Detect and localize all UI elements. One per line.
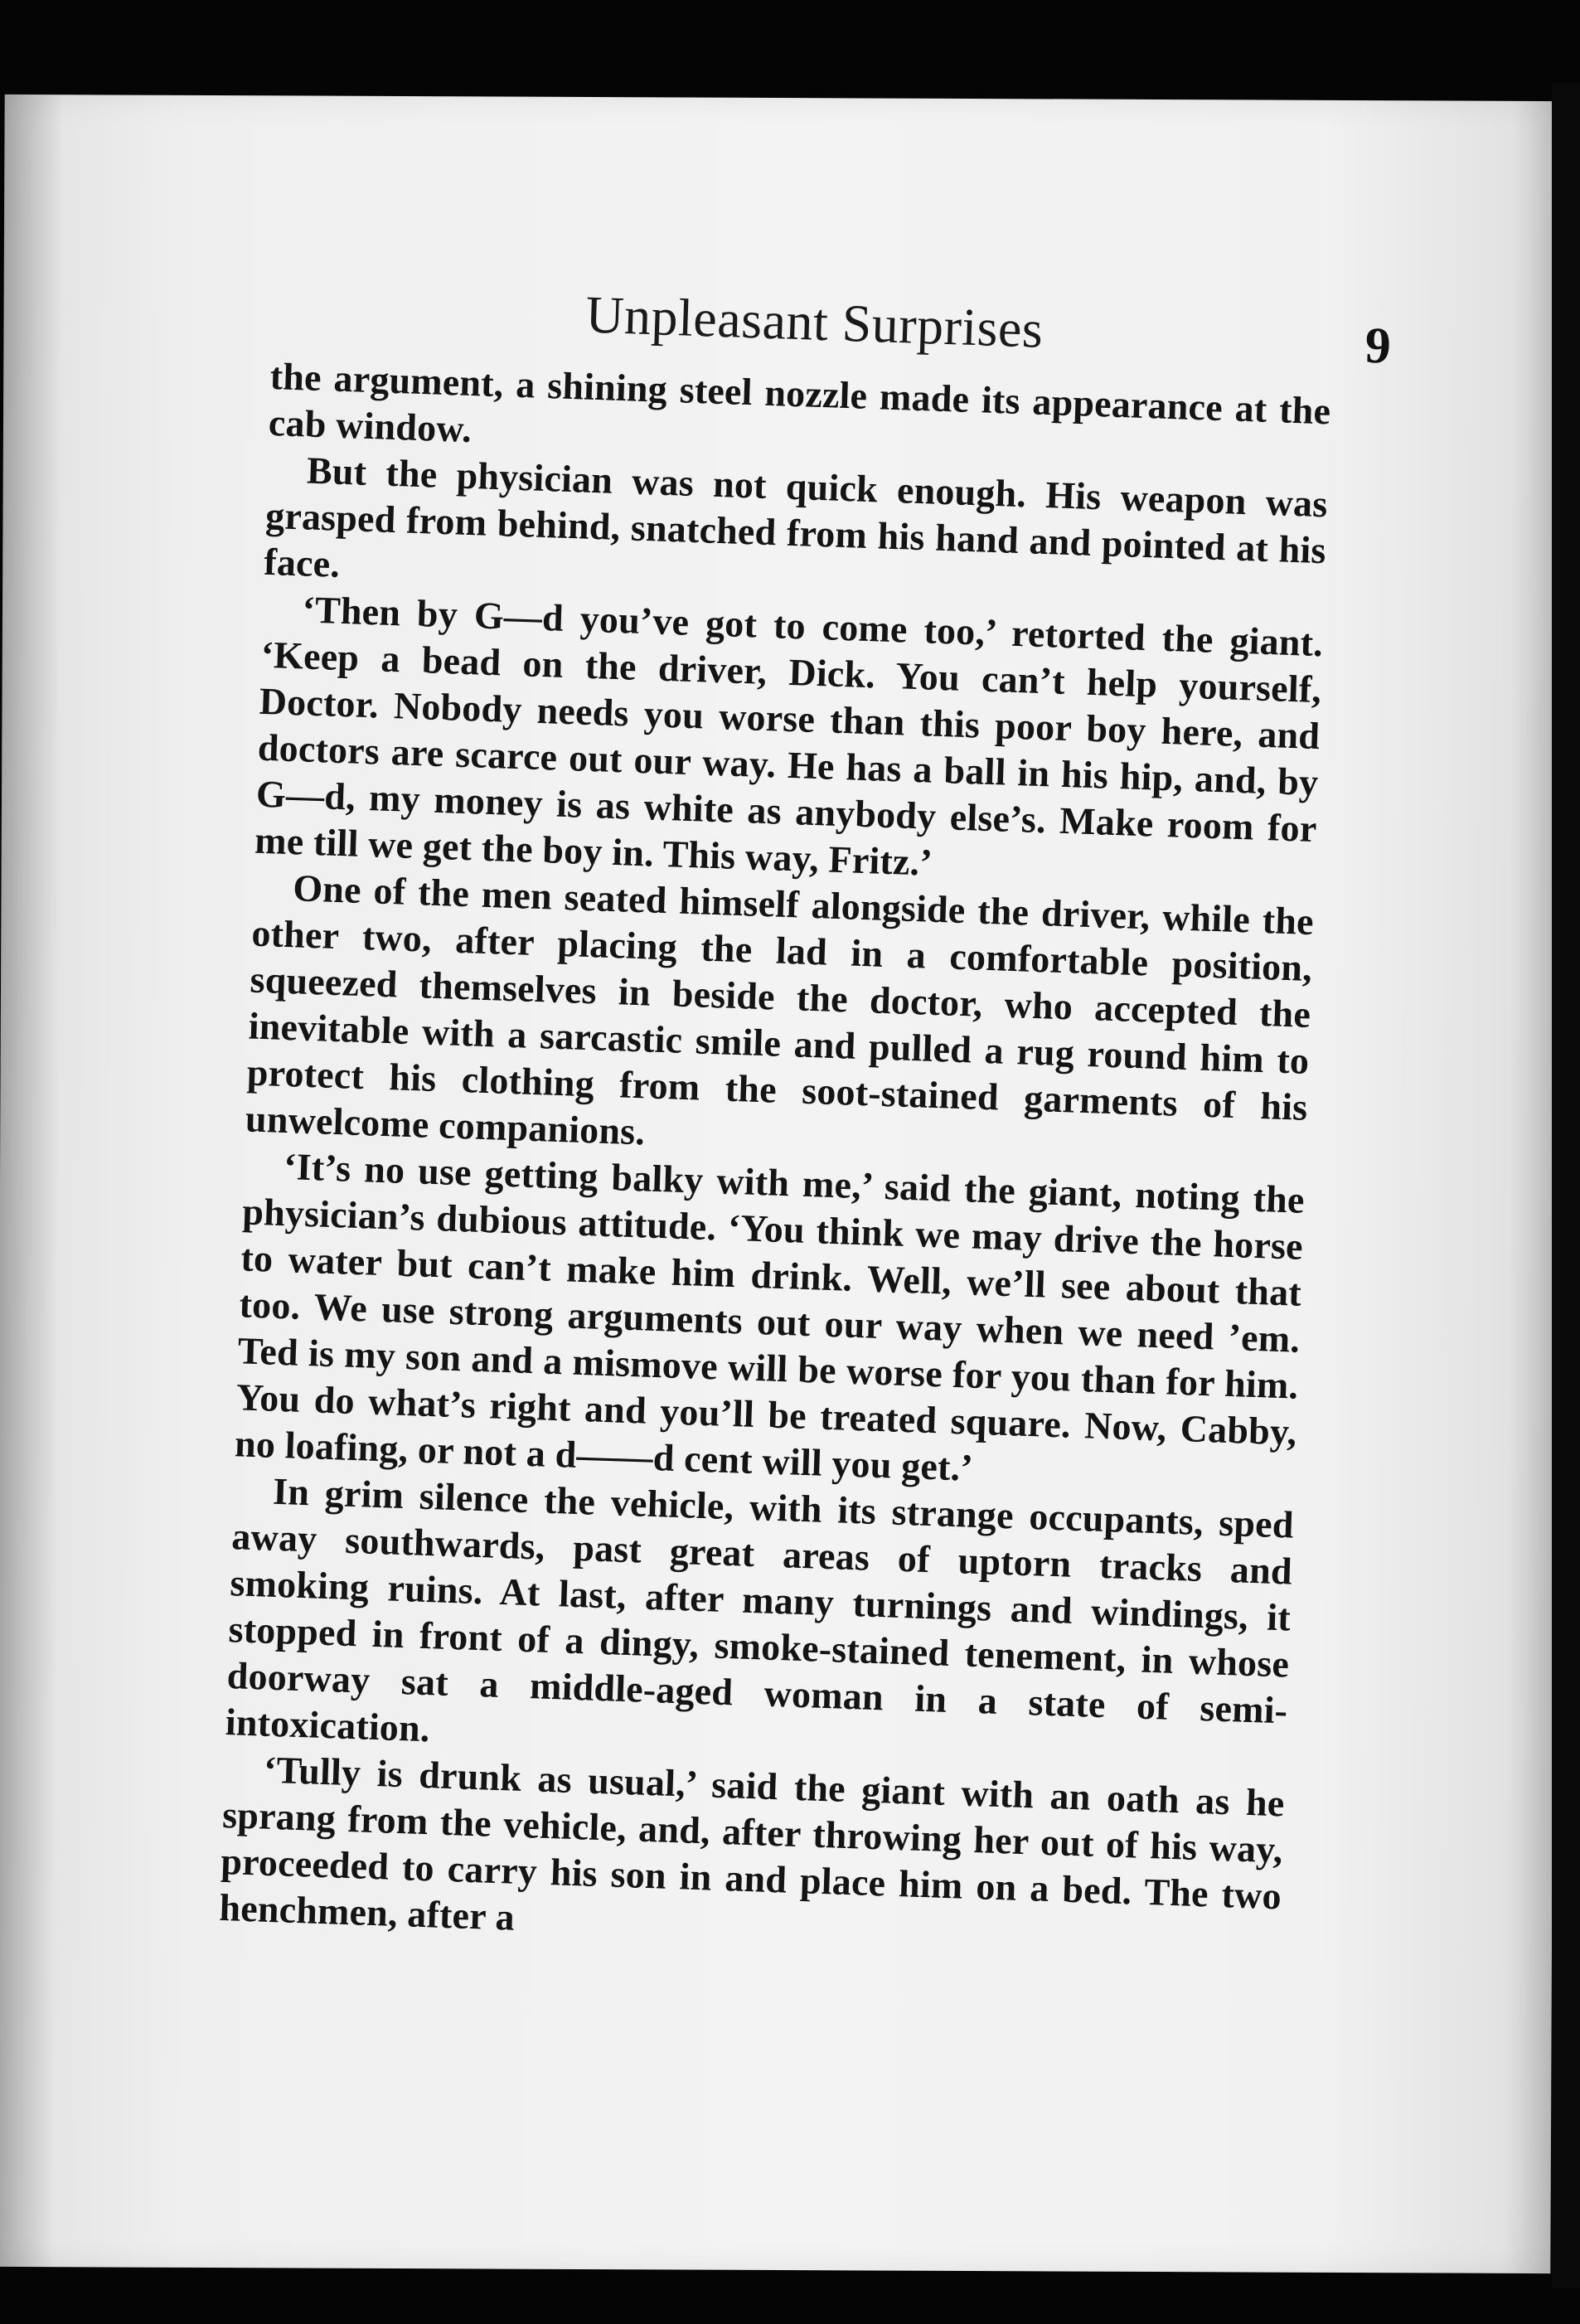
paragraph: ‘Tully is drunk as usual,’ said the giant with an oath as he sprang from the vehicle, and, after throwing her out of his way, proceeded to carry his son in and place him on a bed. The two henchmen, after a	[218, 1748, 1286, 1938]
running-title: Unpleasant Surprises	[584, 284, 1044, 359]
page-number: 9	[1364, 317, 1392, 375]
paragraph: ‘It’s no use getting balky with me,’ said the giant, noting the physician’s dubious attitude. ‘You think we may drive the horse to water but can’t make him drink. Well, we’ll see about that too. We use strong arguments out our way when we need ’em. Ted is my son and a mismove will be worse for you than for him. You do what’s right and you’ll be treated square. Now, Cabby, no loafing, or not a d——d cent will you get.’	[234, 1145, 1306, 1489]
paragraph: ‘Then by G—d you’ve got to come too,’ retorted the giant. ‘Keep a bead on the driver, Dick. You can’t help yourself, Doctor. Nobody needs you worse than this poor boy here, and doctors are scarce out our way. He has a ball in his hip, and, by G—d, my money is as white as anybody else’s. Make room for me till we get the boy in. This way, Fritz.’	[254, 588, 1324, 884]
scan-border	[1552, 83, 1580, 2288]
paragraph: But the physician was not quick enough. His weapon was grasped from behind, snatched from his hand and pointed at his face.	[263, 449, 1329, 585]
paragraph: One of the men seated himself alongside the driver, while the other two, after placing the lad in a comfortable position, squeezed themselves in beside the doctor, who accepted the inevitable with a sarcastic smile and pulled a rug round him to protect his clothing from the soot-stained garments of his unwelcome companions.	[245, 866, 1315, 1153]
page-text-block	[218, 274, 1392, 1966]
paragraph: the argument, a shining steel nozzle made its appearance at the cab window.	[268, 354, 1332, 451]
paragraph: In grim silence the vehicle, with its strange occupants, sped away southwards, past great areas of uptorn tracks and smoking ruins. At last, after many turnings and windings, it stopped in front of a dingy, smoke-stained tenement, in whose doorway sat a middle-aged woman in a state of semi-intoxication.	[225, 1469, 1295, 1750]
